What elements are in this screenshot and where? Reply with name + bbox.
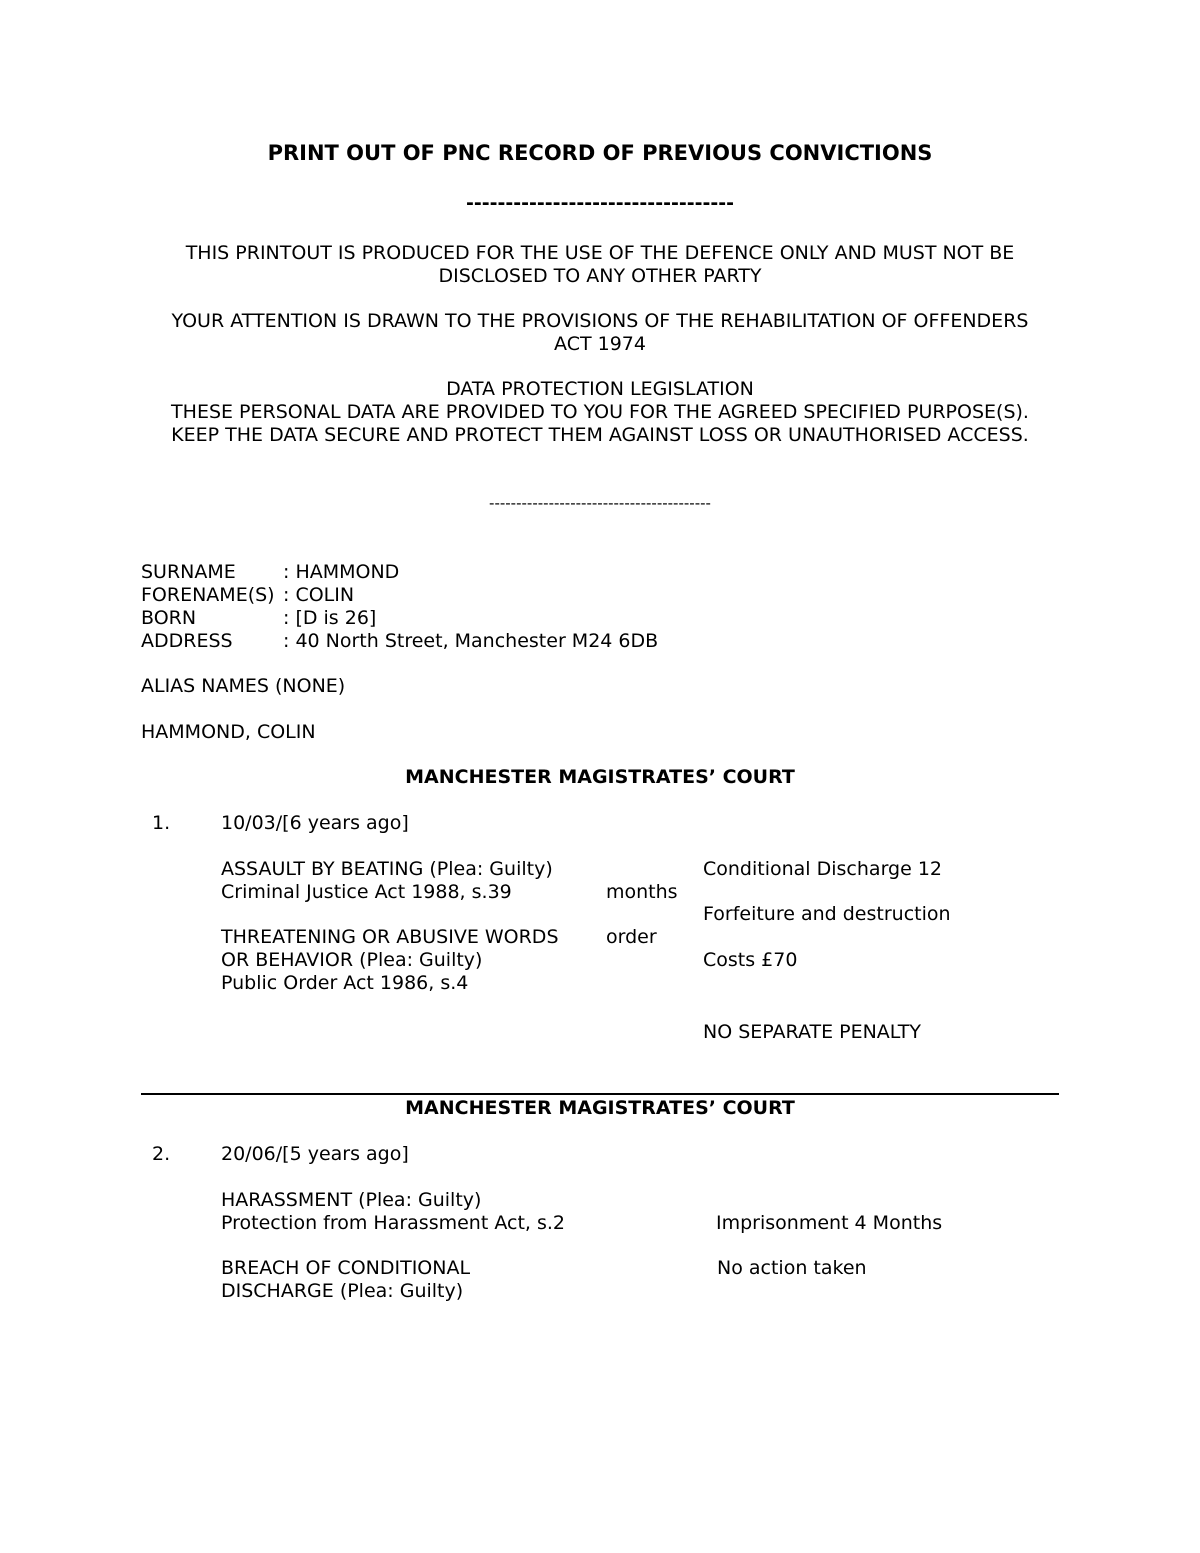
- offence-2-statute: Public Order Act 1986, s.4: [221, 972, 469, 994]
- sentence-3: Costs £70: [703, 949, 798, 971]
- conviction-date-1: 10/03/[6 years ago]: [221, 812, 409, 834]
- sentence-overflow-months: months: [606, 881, 678, 903]
- conviction-date-2: 20/06/[5 years ago]: [221, 1143, 409, 1165]
- sentence-6: No action taken: [717, 1257, 867, 1279]
- alias-heading: ALIAS NAMES (NONE): [141, 675, 346, 697]
- offence-4-title-cont: DISCHARGE (Plea: Guilty): [221, 1280, 464, 1302]
- born-label: BORN: [141, 607, 197, 629]
- born-value: : [D is 26]: [283, 607, 377, 629]
- surname-value: : HAMMOND: [283, 561, 400, 583]
- offence-1-title: ASSAULT BY BEATING (Plea: Guilty): [221, 858, 553, 880]
- offence-3-statute: Protection from Harassment Act, s.2: [221, 1212, 565, 1234]
- data-protection-heading: DATA PROTECTION LEGISLATION: [446, 378, 754, 400]
- offence-4-title: BREACH OF CONDITIONAL: [221, 1257, 471, 1279]
- surname-label: SURNAME: [141, 561, 236, 583]
- court-heading-2: MANCHESTER MAGISTRATES’ COURT: [405, 1097, 795, 1119]
- offence-1-statute: Criminal Justice Act 1988, s.39: [221, 881, 512, 903]
- section-separator: -----------------------------------------: [489, 494, 711, 512]
- forename-label: FORENAME(S): [141, 584, 275, 606]
- offence-3-title: HARASSMENT (Plea: Guilty): [221, 1189, 482, 1211]
- sentence-2: Forfeiture and destruction: [703, 903, 951, 925]
- address-value: : 40 North Street, Manchester M24 6DB: [283, 630, 659, 652]
- court-heading-1: MANCHESTER MAGISTRATES’ COURT: [405, 766, 795, 788]
- offence-2-title-cont: OR BEHAVIOR (Plea: Guilty): [221, 949, 483, 971]
- sentence-5: Imprisonment 4 Months: [716, 1212, 943, 1234]
- offence-2-title: THREATENING OR ABUSIVE WORDS: [221, 926, 559, 948]
- forename-value: : COLIN: [283, 584, 355, 606]
- defence-notice-line-1: THIS PRINTOUT IS PRODUCED FOR THE USE OF THE DEFENCE ONLY AND MUST NOT BE: [185, 242, 1015, 264]
- horizontal-rule: [141, 1093, 1059, 1095]
- data-protection-line-2: KEEP THE DATA SECURE AND PROTECT THEM AGAINST LOSS OR UNAUTHORISED ACCESS.: [171, 424, 1029, 446]
- conviction-number-2: 2.: [152, 1143, 171, 1165]
- sentence-overflow-order: order: [606, 926, 657, 948]
- address-label: ADDRESS: [141, 630, 233, 652]
- attention-line-1: YOUR ATTENTION IS DRAWN TO THE PROVISIONS OF THE REHABILITATION OF OFFENDERS: [171, 310, 1029, 332]
- page-title: PRINT OUT OF PNC RECORD OF PREVIOUS CONVICTIONS: [267, 141, 933, 165]
- attention-line-2: ACT 1974: [554, 333, 646, 355]
- title-separator: ----------------------------------: [465, 192, 735, 214]
- sentence-1: Conditional Discharge 12: [703, 858, 943, 880]
- conviction-number-1: 1.: [152, 812, 171, 834]
- data-protection-line-1: THESE PERSONAL DATA ARE PROVIDED TO YOU FOR THE AGREED SPECIFIED PURPOSE(S).: [171, 401, 1029, 423]
- defence-notice-line-2: DISCLOSED TO ANY OTHER PARTY: [438, 265, 762, 287]
- alias-name: HAMMOND, COLIN: [141, 721, 316, 743]
- sentence-4: NO SEPARATE PENALTY: [703, 1021, 921, 1043]
